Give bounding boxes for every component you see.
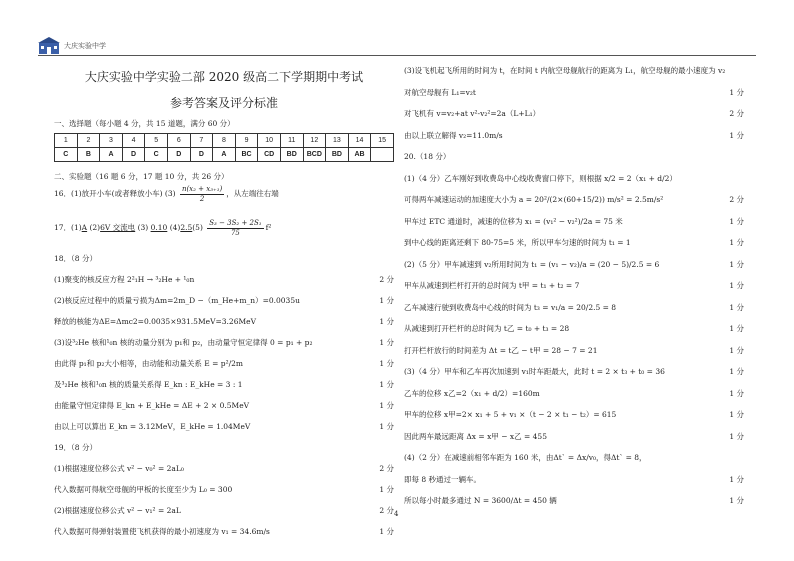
answer-table-answer-cell: BD <box>326 148 349 162</box>
score-points: 1 分 <box>379 359 394 368</box>
score-points: 1 分 <box>729 345 744 355</box>
answer-line-text: 可得两车减速运动的加速度大小为 a = 20²/(2×(60+15/2)) m/s² = 2.5m/s² <box>404 195 664 204</box>
score-points: 2 分 <box>729 109 744 118</box>
answer-line-text: 乙车减速行驶到收费岛中心线的时间为 t₃ = v₁/a = 20/2.5 = 8 <box>404 302 617 312</box>
answer-table-number-cell: 5 <box>145 134 168 148</box>
answer-line <box>54 269 394 290</box>
answer-table-number-cell: 1 <box>55 134 78 148</box>
answer-line <box>404 189 744 211</box>
answer-table-answer-cell: A <box>100 148 123 162</box>
answer-table-number-cell: 4 <box>122 134 145 148</box>
score-points: 1 分 <box>379 485 394 494</box>
answer-table-answer-cell: D <box>122 148 145 162</box>
answer-line-text: (4)（2 分）在减速前相邻车距为 160 米，由Δt` = Δx/v₀，得Δt` = 8， <box>404 453 647 462</box>
answer-line <box>404 254 744 276</box>
answer-table-answer-cell <box>371 148 394 162</box>
answer-table-number-cell: 13 <box>326 134 349 148</box>
answer-line <box>54 332 394 353</box>
answer-line-text: 释放的核能为ΔE=Δmc2=0.0035×931.5MeV=3.26MeV <box>54 317 257 326</box>
school-name: 大庆实验中学 <box>64 42 106 50</box>
score-points: 1 分 <box>729 388 744 398</box>
answer-line-text: 代入数据可得航空母舰的甲板的长度至少为 L₀ = 300 <box>54 485 233 494</box>
q19-lines <box>54 458 394 542</box>
answer-line <box>404 82 744 104</box>
answer-line-text: 由此得 p₁和 p₂大小相等，由动能和动量关系 E = p²/2m <box>54 359 244 368</box>
answer-line <box>54 290 394 311</box>
answer-line <box>404 168 744 190</box>
answer-table-number-cell: 7 <box>190 134 213 148</box>
answer-table-number-cell: 11 <box>280 134 303 148</box>
answer-line <box>54 458 394 479</box>
answer-line-text: 打开栏杆放行的时间差为 Δt = t乙 − t甲 = 28 − 7 = 21 <box>404 345 598 355</box>
answer-table-answer-cell: BCD <box>303 148 326 162</box>
answer-table-number-cell: 10 <box>258 134 281 148</box>
exam-subtitle: 参考答案及评分标准 <box>169 96 278 110</box>
q18-title: 18．（8 分） <box>54 254 97 263</box>
answer-line <box>404 297 744 319</box>
answer-line <box>404 469 744 491</box>
answer-line-text: (1)（4 分）乙车刚好到收费岛中心线收费窗口停下，则根据 x/2 = 2（x₁ + d/2） <box>404 173 677 183</box>
answer-line-text: 甲车的位移 x甲=2× x₁ + 5 + v₁ ×（t − 2 × t₁ − t₂）= 615 <box>404 410 617 419</box>
answer-table-answer-cell: D <box>190 148 213 162</box>
answer-line-text: (2)（5 分）甲车减速到 v₂所用时间为 t₁ = (v₁ − v₂)/a = (20 − 5)/2.5 = 6 <box>404 259 660 269</box>
answer-table-answer-cell: D <box>167 148 190 162</box>
answer-line-text: 由能量守恒定律得 E_kn + E_kHe = ΔE + 2 × 0.5MeV <box>54 401 250 410</box>
score-points: 1 分 <box>379 401 394 410</box>
answer-line <box>404 146 744 168</box>
answer-table-value-row <box>55 148 394 162</box>
answer-line-text: 对航空母舰有 L₁=v₂t <box>404 87 476 97</box>
exam-title: 大庆实验中学实验二部 2020 级高二下学期期中考试 <box>84 70 364 84</box>
score-points: 1 分 <box>729 130 744 140</box>
score-points: 2 分 <box>729 195 744 204</box>
answer-line <box>54 395 394 416</box>
school-logo-icon <box>38 37 60 55</box>
answer-line-text: (3)设飞机起飞所用的时间为 t，在时间 t 内航空母舰航行的距离为 L₁，航空母舰的最小速度为 v₂ <box>404 66 726 75</box>
answer-table-number-cell: 3 <box>100 134 123 148</box>
q18-lines <box>54 269 394 437</box>
answer-line <box>54 479 394 500</box>
answer-line-text: (3)设³₂He 核和¹₀n 核的动量分别为 p₁和 p₂，由动量守恒定律得 0 = p₁ + p₂ <box>54 338 313 347</box>
answer-line-text: 从减速到打开栏杆的总时间为 t乙 = t₀ + t₃ = 28 <box>404 324 570 333</box>
q17-answer: 17．(1)A (2)6V 交流电 (3) 0.10 (4)2.5(5) $\frac{\text{S₃ − 3S₂ + 2S₁}}{75}$ f² <box>54 218 272 237</box>
answer-table-answer-cell: AB <box>348 148 371 162</box>
answer-line-text: 由以上联立解得 v₂=11.0m/s <box>404 130 503 140</box>
answer-line-text: (2)核反应过程中的质量亏损为Δm=2m_D −（m_He+m_n）=0.0035u <box>54 296 300 305</box>
score-points: 1 分 <box>729 87 744 97</box>
score-points: 1 分 <box>729 259 744 269</box>
answer-line-text: (3)（4 分）甲车和乙车再次加速到 v₁时车距最大，此时 t = 2 × t₃ + t₀ = 36 <box>404 367 665 376</box>
right-lines <box>404 60 744 512</box>
answer-line <box>404 490 744 512</box>
score-points: 1 分 <box>729 496 744 505</box>
answer-table-number-cell: 15 <box>371 134 394 148</box>
answer-table-answer-cell: A <box>213 148 236 162</box>
answer-line <box>404 340 744 362</box>
answer-line <box>404 60 744 82</box>
answer-line-text: 甲车从减速到栏杆打开的总时间为 t甲 = t₁ + t₂ = 7 <box>404 281 580 290</box>
score-points: 1 分 <box>729 410 744 419</box>
answer-line-text: 对飞机有 v=v₂+at v²-v₂²=2a（L+L₁） <box>404 109 541 118</box>
answer-line <box>404 447 744 469</box>
answer-line <box>404 404 744 426</box>
answer-line <box>404 275 744 297</box>
score-points: 1 分 <box>379 422 394 431</box>
score-points: 1 分 <box>729 367 744 376</box>
answer-table-answer-cell: BD <box>280 148 303 162</box>
answer-line-text: 甲车过 ETC 通道时，减速的位移为 x₁ = (v₁² − v₂²)/2a = 75 米 <box>404 216 623 226</box>
answer-line <box>404 211 744 233</box>
answer-line <box>404 426 744 448</box>
answer-line-text: 所以每小时最多通过 N = 3600/Δt = 450 辆 <box>404 496 557 505</box>
score-points: 1 分 <box>379 317 394 326</box>
answer-table-number-cell: 9 <box>235 134 258 148</box>
right-column <box>404 60 744 512</box>
answer-line-text: 乙车的位移 x乙=2（x₁ + d/2）=160m <box>404 388 540 398</box>
answer-line <box>404 318 744 340</box>
answer-table-answer-cell: C <box>55 148 78 162</box>
score-points: 1 分 <box>729 324 744 333</box>
answer-line <box>54 311 394 332</box>
score-points: 1 分 <box>379 296 394 305</box>
answer-line <box>404 103 744 125</box>
answer-line <box>54 353 394 374</box>
score-points: 1 分 <box>729 216 744 226</box>
answer-line-text: 因此两车最远距离 Δx = x甲 − x乙 = 455 <box>404 431 547 441</box>
answer-table-number-cell: 6 <box>167 134 190 148</box>
q16-answer: 16．(1)放开小车(或者释放小车) (3) $\frac{\text{n(x₂ + x₃₊₁)}}{2}$ ，从左端往右端 <box>54 184 279 203</box>
answer-table-answer-cell: BC <box>235 148 258 162</box>
answer-line-text: 及³₂He 核和¹₀n 核的质量关系得 E_kn : E_kHe = 3 : 1 <box>54 380 243 389</box>
answer-table-number-cell: 2 <box>77 134 100 148</box>
score-points: 1 分 <box>729 474 744 484</box>
score-points: 1 分 <box>729 238 744 247</box>
answer-table-answer-cell: C <box>145 148 168 162</box>
answer-line <box>404 361 744 383</box>
answer-line <box>54 374 394 395</box>
left-column <box>54 60 394 542</box>
answer-line <box>54 521 394 542</box>
answer-line-text: 由以上可以算出 E_kn = 3.12MeV，E_kHe = 1.04MeV <box>54 422 251 431</box>
score-points: 2 分 <box>379 506 394 515</box>
q16-fraction: $\frac{\text{n(x₂ + x₃₊₁)}}{2}$ <box>181 184 223 203</box>
q19-title: 19．（8 分） <box>54 443 97 452</box>
score-points: 2 分 <box>379 275 394 284</box>
answer-line <box>404 232 744 254</box>
answer-line-text: 20.（18 分） <box>404 152 451 161</box>
score-points: 1 分 <box>379 338 394 347</box>
answer-line <box>404 125 744 147</box>
answer-line-text: 即每 8 秒通过一辆车。 <box>404 474 482 484</box>
answer-line-text: (2)根据速度位移公式 v² − v₁² = 2aL <box>54 506 181 515</box>
score-points: 1 分 <box>729 302 744 312</box>
answer-line-text: 到中心线的距离还剩下 80-75=5 米，所以甲车匀速的时间为 t₁ = 1 <box>404 238 631 247</box>
q17-fraction: $\frac{\text{S₃ − 3S₂ + 2S₁}}{75}$ <box>209 218 262 237</box>
answer-line <box>404 383 744 405</box>
score-points: 1 分 <box>379 527 394 536</box>
answer-line-text: (1)聚变的核反应方程 2²₁H → ³₂He + ¹₀n <box>54 275 195 284</box>
answer-table-header-row <box>55 134 394 148</box>
page-header <box>38 37 106 55</box>
answer-line-text: 代入数据可得弹射装置使飞机获得的最小初速度为 v₁ = 34.6m/s <box>54 527 270 536</box>
section2-heading: 二、实验题（16 题 6 分，17 题 10 分，共 26 分） <box>54 172 229 181</box>
score-points: 1 分 <box>379 380 394 389</box>
header-rule <box>38 55 756 56</box>
page-number: 4 <box>394 510 399 518</box>
score-points: 1 分 <box>729 281 744 290</box>
score-points: 1 分 <box>729 431 744 441</box>
answer-table <box>54 133 394 162</box>
answer-table-answer-cell: CD <box>258 148 281 162</box>
answer-line-text: (1)根据速度位移公式 v² − v₀² = 2aL₀ <box>54 464 184 473</box>
score-points: 2 分 <box>379 464 394 473</box>
answer-table-number-cell: 12 <box>303 134 326 148</box>
section1-heading: 一、选择题（每小题 4 分，共 15 道题，满分 60 分） <box>54 119 235 128</box>
answer-line <box>54 500 394 521</box>
answer-table-number-cell: 14 <box>348 134 371 148</box>
answer-line <box>54 416 394 437</box>
answer-table-number-cell: 8 <box>213 134 236 148</box>
answer-table-answer-cell: B <box>77 148 100 162</box>
